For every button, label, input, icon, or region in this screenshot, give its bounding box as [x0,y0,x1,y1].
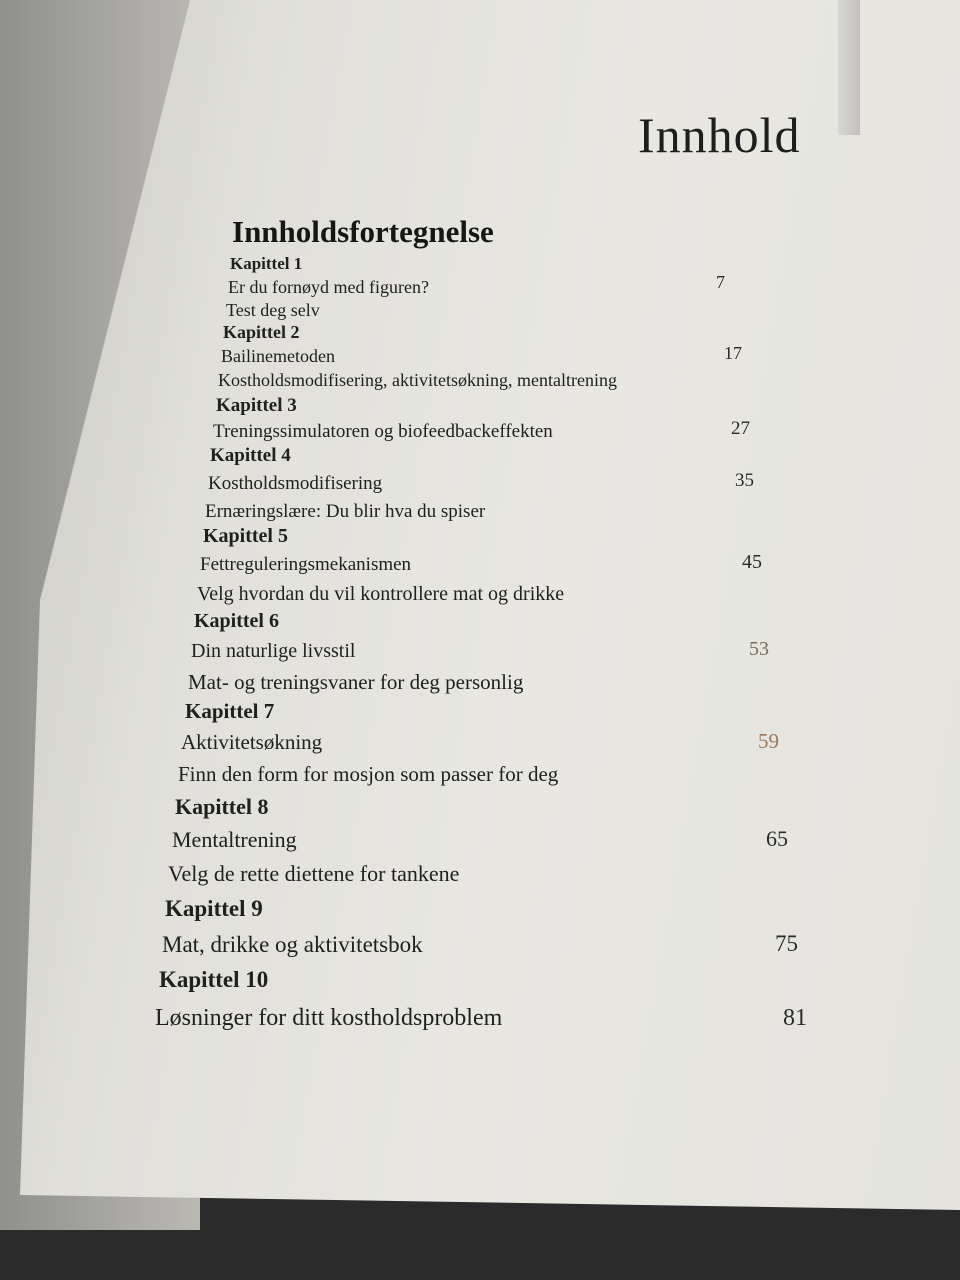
page-number: 45 [742,551,762,573]
toc-entry: Kostholdsmodifisering, aktivitetsøkning, mentaltrening [218,370,617,390]
chapter-heading-10: Kapittel 10 [159,967,269,992]
chapter-heading-3: Kapittel 3 [216,395,297,416]
page-number: 7 [716,272,725,292]
toc-entry: Finn den form for mosjon som passer for deg [178,762,559,786]
toc-entry: Løsninger for ditt kostholdsproblem [155,1005,503,1031]
chapter-heading-1: Kapittel 1 [230,254,303,273]
toc-title: Innholdsfortegnelse [232,214,494,249]
page-edge-strip [838,0,860,135]
toc-entry: Mentaltrening [172,827,297,852]
toc-entry: Ernæringslære: Du blir hva du spiser [205,501,486,522]
page-number: 27 [731,418,750,439]
chapter-heading-5: Kapittel 5 [203,525,288,547]
toc-entry: Er du fornøyd med figuren? [228,277,429,297]
toc-entry: Mat- og treningsvaner for deg personlig [188,670,524,694]
chapter-heading-8: Kapittel 8 [175,794,269,819]
toc-entry: Aktivitetsøkning [181,730,323,754]
chapter-heading-4: Kapittel 4 [210,445,291,466]
page-heading: Innhold [638,107,801,163]
chapter-heading-6: Kapittel 6 [194,610,279,632]
toc-entry: Treningssimulatoren og biofeedbackeffekten [213,421,553,442]
toc-entry: Fettreguleringsmekanismen [200,554,412,575]
page-number: 75 [775,931,798,956]
page-number: 65 [766,826,788,851]
toc-entry: Velg de rette diettene for tankene [168,861,460,886]
page-number: 53 [749,638,769,660]
chapter-heading-9: Kapittel 9 [165,896,263,921]
page-number: 81 [783,1005,807,1031]
toc-entry: Bailinemetoden [221,346,335,366]
toc-entry: Kostholdsmodifisering [208,473,383,494]
toc-entry: Velg hvordan du vil kontrollere mat og drikke [197,583,565,605]
toc-entry: Test deg selv [226,300,320,320]
toc-entry: Din naturlige livsstil [191,640,356,662]
page-number: 59 [758,729,779,753]
chapter-heading-7: Kapittel 7 [185,699,275,723]
toc-entry: Mat, drikke og aktivitetsbok [162,932,423,957]
page-number: 35 [735,470,754,491]
chapter-heading-2: Kapittel 2 [223,322,300,342]
page-number: 17 [724,343,742,363]
